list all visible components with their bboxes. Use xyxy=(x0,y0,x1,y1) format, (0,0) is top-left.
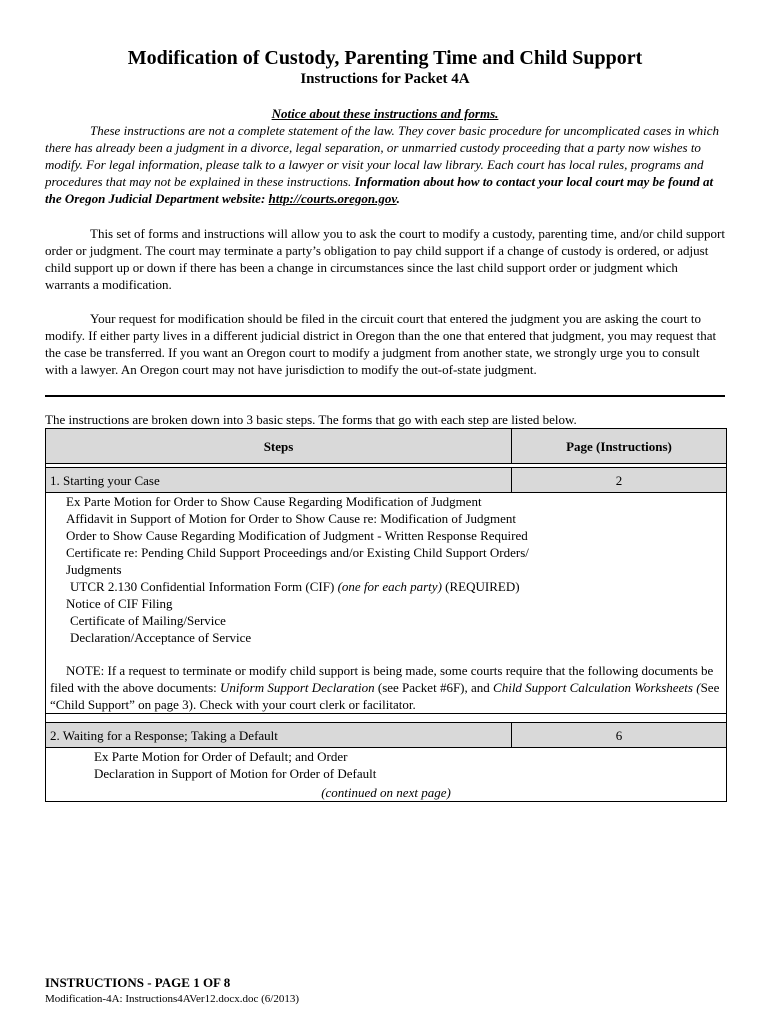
notice-contact-text: Information about how to contact your local court may be found at the Oregon Judicial Department website: xyxy=(45,174,714,206)
form-item: Declaration/Acceptance of Service xyxy=(70,630,252,645)
cif-form-note: (one for each party) xyxy=(337,579,442,594)
section-divider xyxy=(45,395,725,397)
step-2-page: 6 xyxy=(512,723,727,748)
form-item: Declaration in Support of Motion for Order of Default xyxy=(94,766,377,781)
table-header-row xyxy=(46,429,727,464)
note-text: (see Packet #6F), and xyxy=(377,680,490,695)
form-item: Certificate of Mailing/Service xyxy=(70,613,226,628)
cif-form-required: (REQUIRED) xyxy=(445,579,520,594)
form-item: Affidavit in Support of Motion for Order to Show Cause re: Modification of Judgment xyxy=(66,511,517,526)
cif-form-item xyxy=(50,578,722,595)
document-page xyxy=(45,46,725,802)
steps-table xyxy=(45,428,727,802)
step-1-detail xyxy=(46,493,727,714)
notice-paragraph xyxy=(45,122,725,207)
continued-note: (continued on next page) xyxy=(321,785,451,800)
step-1-page: 2 xyxy=(512,468,727,493)
form-item: Ex Parte Motion for Order to Show Cause Regarding Modification of Judgment xyxy=(66,494,482,509)
step-2-detail xyxy=(46,748,727,802)
cif-form-name: UTCR 2.130 Confidential Information Form (CIF) xyxy=(70,579,335,594)
notice-heading: Notice about these instructions and forms. xyxy=(271,106,499,121)
note-form-name: Child Support Calculation Worksheets ( xyxy=(493,680,701,695)
form-item: Certificate re: Pending Child Support Proceedings and/or Existing Child Support Orders/ xyxy=(66,545,529,560)
note-text: See “Child Support” on page 3). Check with your court clerk or facilitator. xyxy=(50,680,720,712)
footer-page-label: INSTRUCTIONS - PAGE 1 OF 8 xyxy=(45,975,231,990)
intro-paragraph: This set of forms and instructions will allow you to ask the court to modify a custody, parenting time, and/or child support order or judgment. The court may terminate a party’s obligation to pay child support if a change of custody is ordered, or adjust child support up or down if there has been a change in circumstances since the last child support order or judgment which warrants a modification. xyxy=(45,226,725,292)
notice-period: . xyxy=(396,191,400,206)
form-item: Notice of CIF Filing xyxy=(66,596,173,611)
form-item: Order to Show Cause Regarding Modification of Judgment - Written Response Required xyxy=(66,528,528,543)
child-support-note xyxy=(50,662,722,713)
footer-file-name: Modification-4A: Instructions4AVer12.docx.doc (6/2013) xyxy=(45,993,299,1005)
page-column-header: Page (Instructions) xyxy=(512,429,727,464)
courts-website-link[interactable]: http://courts.oregon.gov xyxy=(268,191,397,206)
page-title: Modification of Custody, Parenting Time and Child Support xyxy=(127,47,643,69)
filing-paragraph: Your request for modification should be filed in the circuit court that entered the judgment you are asking the court to modify. If either party lives in a different judicial district in Oregon than the one that entered that judgment, you may request that the case be transferred. If you want an Oregon court to modify a judgment from another state, we strongly urge you to consult with a lawyer. An Oregon court may not have jurisdiction to modify the out-of-state judgment. xyxy=(45,311,717,377)
table-intro: The instructions are broken down into 3 basic steps. The forms that go with each step are listed below. xyxy=(45,412,577,427)
page-subtitle: Instructions for Packet 4A xyxy=(300,71,470,87)
note-text: NOTE: If a request to terminate or modify child support is being made, some courts require that the following documents be filed with the above documents: xyxy=(50,663,714,695)
step-2-row xyxy=(46,723,727,748)
page-footer xyxy=(45,974,299,1008)
step-1-label: 1. Starting your Case xyxy=(46,468,512,493)
form-item: Judgments xyxy=(66,562,122,577)
notice-body: These instructions are not a complete statement of the law. They cover basic procedure for uncomplicated cases in which there has already been a judgment in a divorce, legal separation, or unmarried custody proceeding that a party now wishes to modify. For legal information, please talk to a lawyer or visit your local law library. Each court has local rules, programs and procedures that may not be explained in these instructions. xyxy=(45,123,720,189)
step-1-row xyxy=(46,468,727,493)
step-2-label: 2. Waiting for a Response; Taking a Default xyxy=(46,723,512,748)
steps-column-header: Steps xyxy=(46,429,512,464)
note-form-name: Uniform Support Declaration xyxy=(220,680,375,695)
form-item: Ex Parte Motion for Order of Default; and Order xyxy=(94,749,348,764)
